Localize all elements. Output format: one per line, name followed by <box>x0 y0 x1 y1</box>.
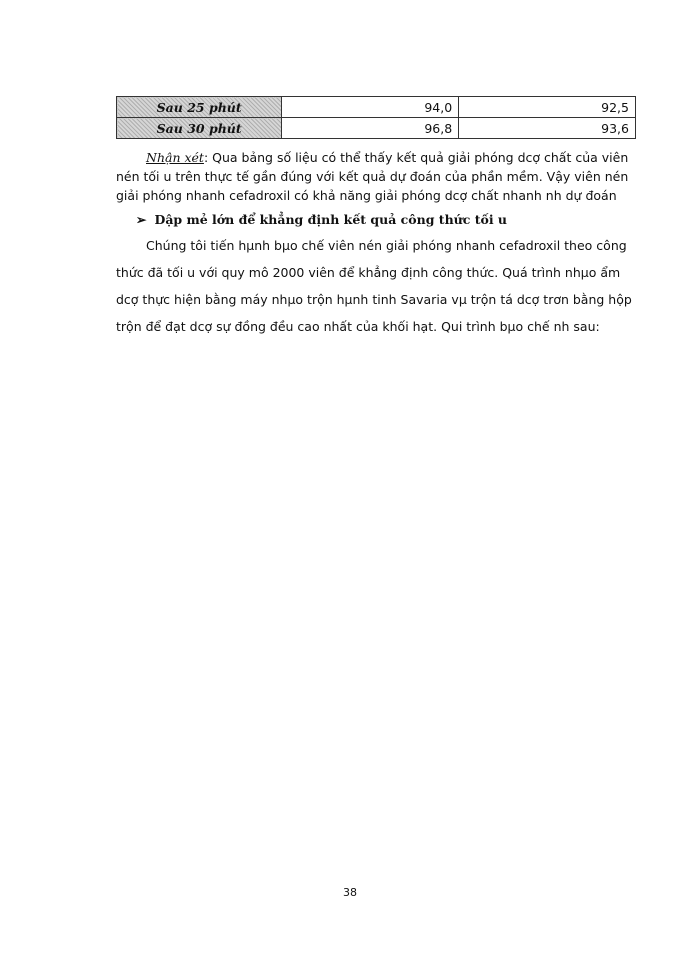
section-heading <box>136 212 507 227</box>
table-row <box>117 97 636 118</box>
page-number: 38 <box>343 886 357 899</box>
remark-line: nén tối u trên thực tế gần đúng với kết quả dự đoán của phần mềm. Vậy viên nén <box>116 169 629 184</box>
remark-paragraph <box>116 148 636 205</box>
body-line: thức đã tối u với quy mô 2000 viên để khẳng định công thức. Quá trình nhµo ẩm <box>116 265 621 280</box>
remark-text: : Qua bảng số liệu có thể thấy kết quả giải phóng dcợ chất của viên <box>203 150 629 165</box>
remark-label: Nhận xét <box>146 150 204 165</box>
remark-line <box>116 148 636 167</box>
row-value-2: 93,6 <box>459 118 636 139</box>
body-paragraph <box>116 232 636 340</box>
body-line: trộn để đạt dcợ sự đồng đều cao nhất của khối hạt. Qui trình bµo chế nh sau: <box>116 319 600 334</box>
table-row <box>117 118 636 139</box>
body-line: dcợ thực hiện bằng máy nhµo trộn hµnh tinh Savaria vµ trộn tá dcợ trơn bằng hộp <box>116 292 632 307</box>
row-value-2: 92,5 <box>459 97 636 118</box>
body-line: Chúng tôi tiến hµnh bµo chế viên nén giải phóng nhanh cefadroxil theo công <box>146 238 627 253</box>
row-value-1: 94,0 <box>282 97 459 118</box>
remark-line: giải phóng nhanh cefadroxil có khả năng giải phóng dcợ chất nhanh nh dự đoán <box>116 188 617 203</box>
row-value-1: 96,8 <box>282 118 459 139</box>
arrow-bullet-icon: ➢ <box>136 212 147 227</box>
row-label: Sau 25 phút <box>117 97 282 118</box>
row-label: Sau 30 phút <box>117 118 282 139</box>
heading-text: Dập mẻ lớn để khẳng định kết quả công thức tối u <box>154 212 508 227</box>
results-table <box>116 96 636 139</box>
